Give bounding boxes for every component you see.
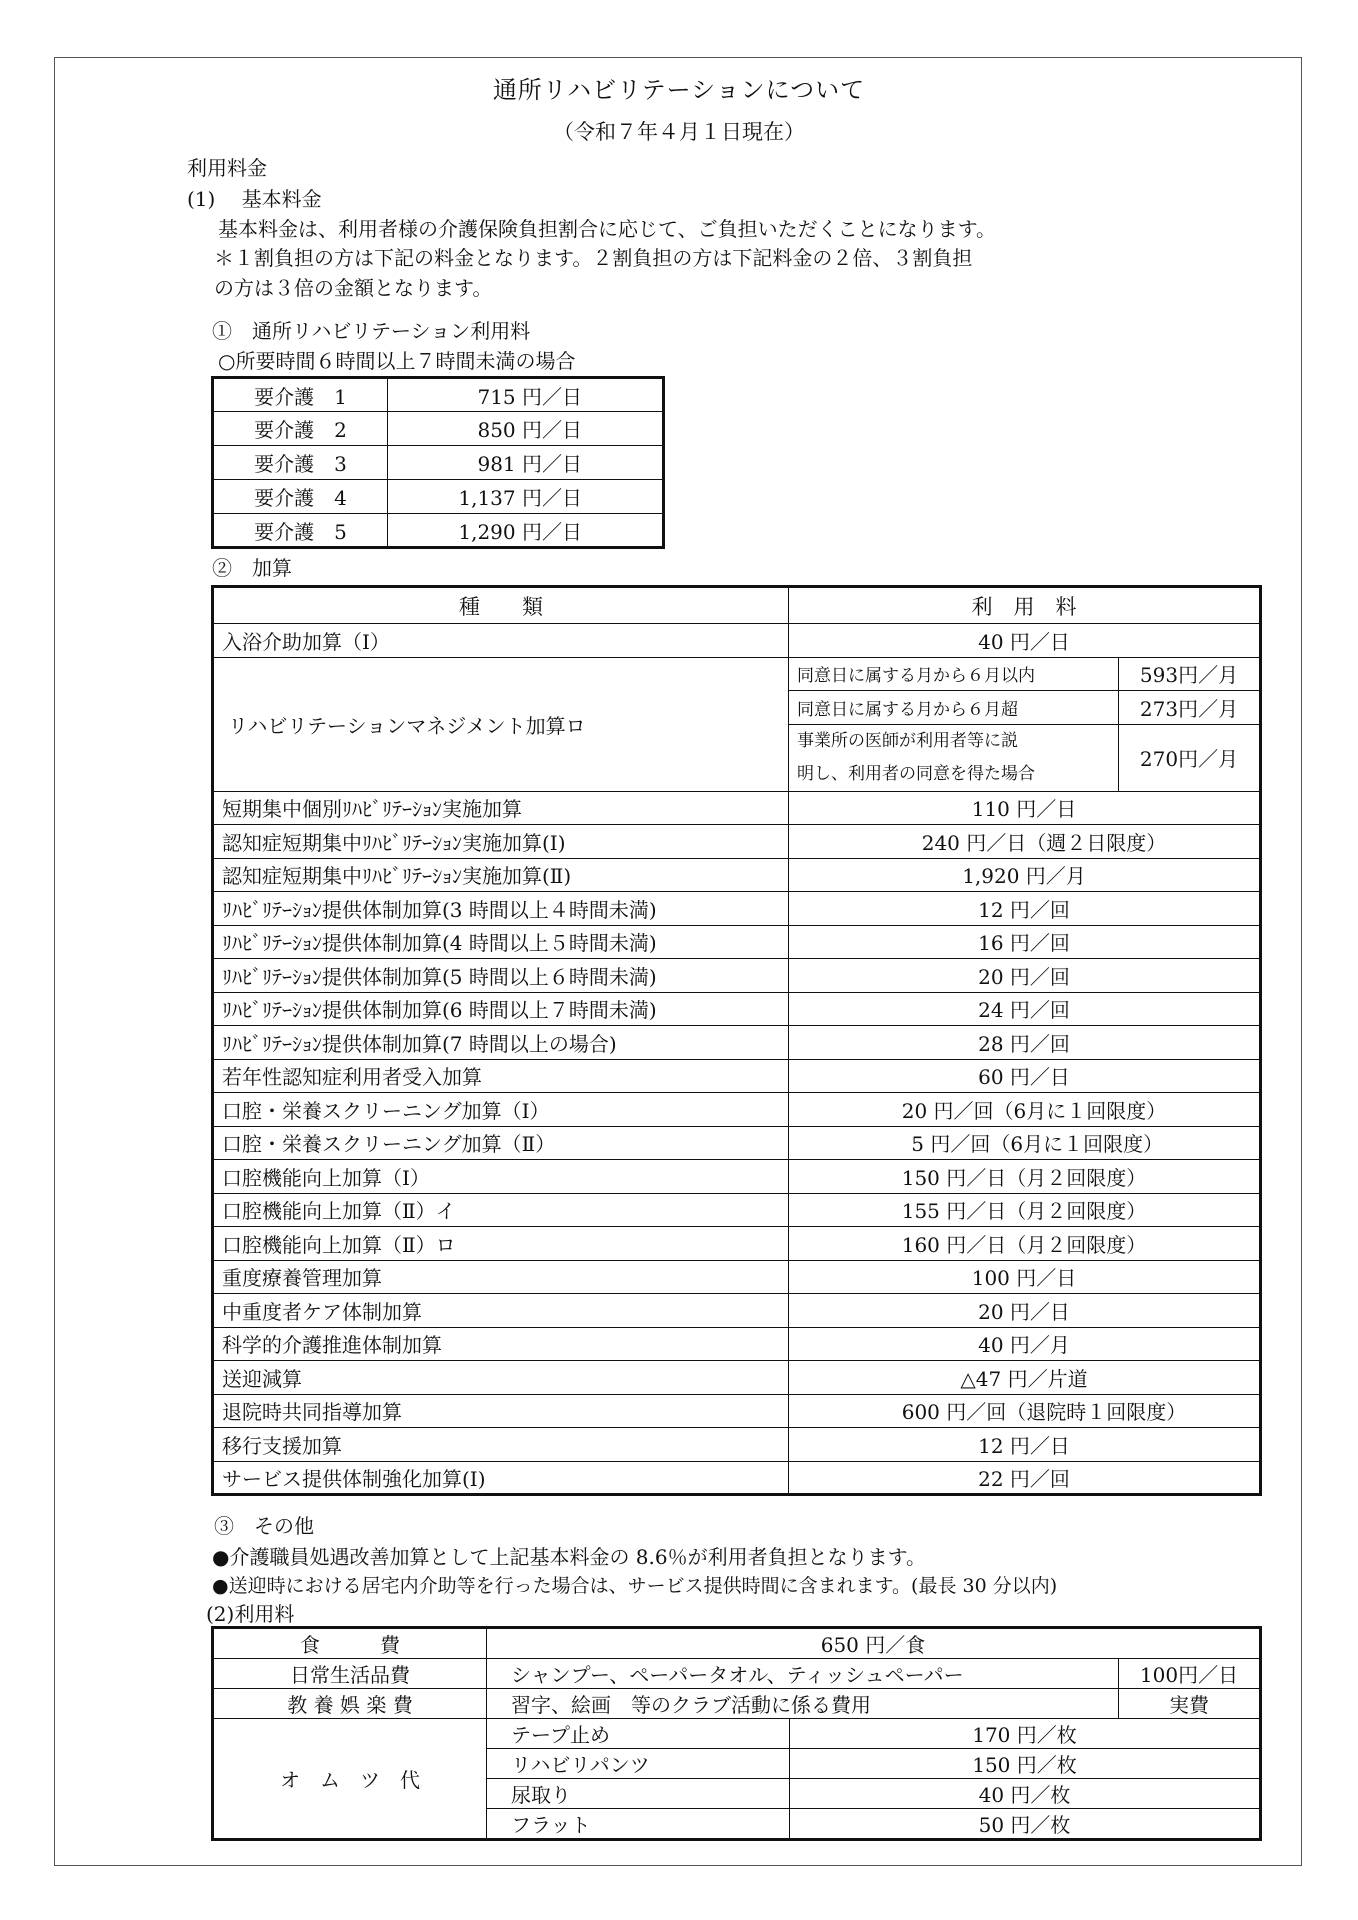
addition-name: ﾘﾊﾋﾞﾘﾃｰｼｮﾝ提供体制加算(4 時間以上５時間未満)	[213, 925, 789, 959]
table-row	[213, 825, 1261, 859]
addition-name: 移行支援加算	[213, 1428, 789, 1462]
addition-name: サービス提供体制強化加算(Ⅰ)	[213, 1461, 789, 1495]
addition-fee: 12 円／回	[789, 892, 1261, 926]
addition-name: 入浴介助加算（Ⅰ）	[213, 624, 789, 658]
addition-fee: 22 円／回	[789, 1461, 1261, 1495]
table-row	[213, 378, 664, 412]
addition-name: 口腔機能向上加算（Ⅰ）	[213, 1160, 789, 1194]
addition-fee: 100 円／日	[789, 1260, 1261, 1294]
basic-fee-table	[211, 376, 665, 549]
diaper-label: オ ム ツ 代	[213, 1719, 487, 1840]
usage-fee-table	[211, 1626, 1262, 1841]
note-1: ●介護職員処遇改善加算として上記基本料金の 8.6％が利用者負担となります。	[212, 1545, 927, 1569]
addition-fee: 20 円／回	[789, 959, 1261, 993]
subsection-basic-fee: (1) 基本料金	[187, 187, 322, 211]
usage-fee: 650 円／食	[487, 1628, 1261, 1659]
care-level: 要介護 4	[213, 480, 388, 514]
addition-fee: △47 円／片道	[789, 1361, 1261, 1395]
usage-label: 食 費	[213, 1628, 487, 1659]
usage-desc: 習字、絵画 等のクラブ活動に係る費用	[487, 1689, 1119, 1719]
desc-line-2: ＊１割負担の方は下記の料金となります。２割負担の方は下記料金の２倍、３割負担	[214, 246, 973, 270]
diaper-fee: 50 円／枚	[790, 1809, 1261, 1840]
fee: 1,137 円／日	[388, 480, 664, 514]
table-row	[213, 446, 664, 480]
addition-fee: 150 円／日（月２回限度）	[789, 1160, 1261, 1194]
addition-name: 若年性認知症利用者受入加算	[213, 1059, 789, 1093]
addition-fee: 240 円／日（週２日限度）	[789, 825, 1261, 859]
rehab-mgmt-fee: 273円／月	[1119, 691, 1261, 725]
addition-fee: 160 円／日（月２回限度）	[789, 1227, 1261, 1261]
diaper-type: テープ止め	[487, 1719, 790, 1749]
usage-label: 日常生活品費	[213, 1659, 487, 1689]
addition-fee: 40 円／日	[789, 624, 1261, 658]
cond-line-1: 事業所の医師が利用者等に説	[797, 730, 1018, 751]
table-row	[213, 1059, 1261, 1093]
addition-name: 認知症短期集中ﾘﾊﾋﾞﾘﾃｰｼｮﾝ実施加算(Ⅰ)	[213, 825, 789, 859]
table-row	[213, 1461, 1261, 1495]
table-row	[213, 892, 1261, 926]
care-level: 要介護 3	[213, 446, 388, 480]
addition-name: 口腔機能向上加算（Ⅱ）ロ	[213, 1227, 789, 1261]
addition-name: 短期集中個別ﾘﾊﾋﾞﾘﾃｰｼｮﾝ実施加算	[213, 791, 789, 825]
table-row	[213, 791, 1261, 825]
addition-name: 中重度者ケア体制加算	[213, 1294, 789, 1328]
header-row	[213, 587, 1261, 624]
item-3-heading: ③ その他	[214, 1514, 314, 1538]
desc-line-1: 基本料金は、利用者様の介護保険負担割合に応じて、ご負担いただくことになります。	[218, 217, 996, 241]
note-2: ●送迎時における居宅内介助等を行った場合は、サービス提供時間に含まれます。(最長 30 分以内)	[212, 1575, 1058, 1597]
addition-fee: 12 円／日	[789, 1428, 1261, 1462]
table-row	[213, 1260, 1261, 1294]
addition-fee: 1,920 円／月	[789, 858, 1261, 892]
cond-line-2: 明し、利用者の同意を得た場合	[797, 763, 1035, 784]
addition-name: 退院時共同指導加算	[213, 1394, 789, 1428]
fee: 981 円／日	[388, 446, 664, 480]
rehab-mgmt-fee: 270円／月	[1119, 724, 1261, 791]
usage-desc: シャンプー、ペーパータオル、ティッシュペーパー	[487, 1659, 1119, 1689]
rehab-mgmt-cond	[789, 724, 1119, 791]
addition-name: ﾘﾊﾋﾞﾘﾃｰｼｮﾝ提供体制加算(5 時間以上６時間未満)	[213, 959, 789, 993]
addition-name: ﾘﾊﾋﾞﾘﾃｰｼｮﾝ提供体制加算(7 時間以上の場合)	[213, 1026, 789, 1060]
fee: 1,290 円／日	[388, 514, 664, 548]
rehab-mgmt-fee: 593円／月	[1119, 657, 1261, 691]
table-row	[213, 1361, 1261, 1395]
table-row	[213, 858, 1261, 892]
addition-fee: 110 円／日	[789, 791, 1261, 825]
diaper-type: 尿取り	[487, 1779, 790, 1809]
table-row	[213, 1719, 1261, 1749]
additions-table	[211, 585, 1262, 1496]
diaper-fee: 150 円／枚	[790, 1749, 1261, 1779]
desc-line-3: の方は３倍の金額となります。	[214, 276, 493, 300]
fee: 715 円／日	[388, 378, 664, 412]
addition-fee: 155 円／日（月２回限度）	[789, 1193, 1261, 1227]
table-row	[213, 412, 664, 446]
addition-fee: 5 円／回（6月に１回限度）	[789, 1126, 1261, 1160]
addition-fee: 60 円／日	[789, 1059, 1261, 1093]
addition-fee: 16 円／回	[789, 925, 1261, 959]
care-level: 要介護 5	[213, 514, 388, 548]
table-row	[213, 1659, 1261, 1689]
page-title: 通所リハビリテーションについて	[492, 76, 866, 104]
addition-name: 口腔・栄養スクリーニング加算（Ⅰ）	[213, 1093, 789, 1127]
care-level: 要介護 2	[213, 412, 388, 446]
addition-name: 重度療養管理加算	[213, 1260, 789, 1294]
table-row	[213, 1294, 1261, 1328]
table-row	[213, 1160, 1261, 1194]
table-row	[213, 992, 1261, 1026]
addition-fee: 20 円／回（6月に１回限度）	[789, 1093, 1261, 1127]
addition-name: 口腔・栄養スクリーニング加算（Ⅱ）	[213, 1126, 789, 1160]
table-row	[213, 1193, 1261, 1227]
table-row	[213, 1428, 1261, 1462]
care-level: 要介護 1	[213, 378, 388, 412]
section-heading: 利用料金	[187, 156, 267, 180]
fee: 850 円／日	[388, 412, 664, 446]
usage-fee: 実費	[1119, 1689, 1261, 1719]
table-row	[213, 1327, 1261, 1361]
table-row	[213, 1628, 1261, 1659]
addition-name: 送迎減算	[213, 1361, 789, 1395]
item-2-heading: ② 加算	[212, 556, 292, 580]
usage-fee: 100円／日	[1119, 1659, 1261, 1689]
diaper-fee: 40 円／枚	[790, 1779, 1261, 1809]
column-header-kind: 種 類	[213, 587, 789, 624]
subsection-usage-fee: (2)利用料	[206, 1602, 295, 1626]
addition-name: 科学的介護推進体制加算	[213, 1327, 789, 1361]
diaper-fee: 170 円／枚	[790, 1719, 1261, 1749]
addition-fee: 20 円／日	[789, 1294, 1261, 1328]
addition-name: 認知症短期集中ﾘﾊﾋﾞﾘﾃｰｼｮﾝ実施加算(Ⅱ)	[213, 858, 789, 892]
item-1-heading: ① 通所リハビリテーション利用料	[212, 319, 531, 343]
table-row	[213, 1394, 1261, 1428]
usage-label: 教 養 娯 楽 費	[213, 1689, 487, 1719]
addition-name: 口腔機能向上加算（Ⅱ）イ	[213, 1193, 789, 1227]
addition-name: ﾘﾊﾋﾞﾘﾃｰｼｮﾝ提供体制加算(6 時間以上７時間未満)	[213, 992, 789, 1026]
table-row	[213, 624, 1261, 658]
rehab-mgmt-cond: 同意日に属する月から６月超	[789, 691, 1119, 725]
table-row	[213, 657, 1261, 691]
table-row	[213, 925, 1261, 959]
rehab-mgmt-name: リハビリテーションマネジメント加算ロ	[213, 657, 789, 791]
addition-fee: 24 円／回	[789, 992, 1261, 1026]
addition-fee: 600 円／回（退院時１回限度）	[789, 1394, 1261, 1428]
diaper-type: フラット	[487, 1809, 790, 1840]
table-row	[213, 480, 664, 514]
table-row	[213, 514, 664, 548]
addition-fee: 28 円／回	[789, 1026, 1261, 1060]
table-row	[213, 1689, 1261, 1719]
table-row	[213, 1227, 1261, 1261]
table-row	[213, 1126, 1261, 1160]
addition-fee: 40 円／月	[789, 1327, 1261, 1361]
column-header-fee: 利 用 料	[789, 587, 1261, 624]
addition-name: ﾘﾊﾋﾞﾘﾃｰｼｮﾝ提供体制加算(3 時間以上４時間未満)	[213, 892, 789, 926]
table-row	[213, 1093, 1261, 1127]
effective-date: （令和７年４月１日現在）	[553, 120, 805, 144]
rehab-mgmt-cond: 同意日に属する月から６月以内	[789, 657, 1119, 691]
diaper-type: リハビリパンツ	[487, 1749, 790, 1779]
table-row	[213, 959, 1261, 993]
table-row	[213, 1026, 1261, 1060]
condition-label: ○所要時間６時間以上７時間未満の場合	[218, 349, 576, 373]
